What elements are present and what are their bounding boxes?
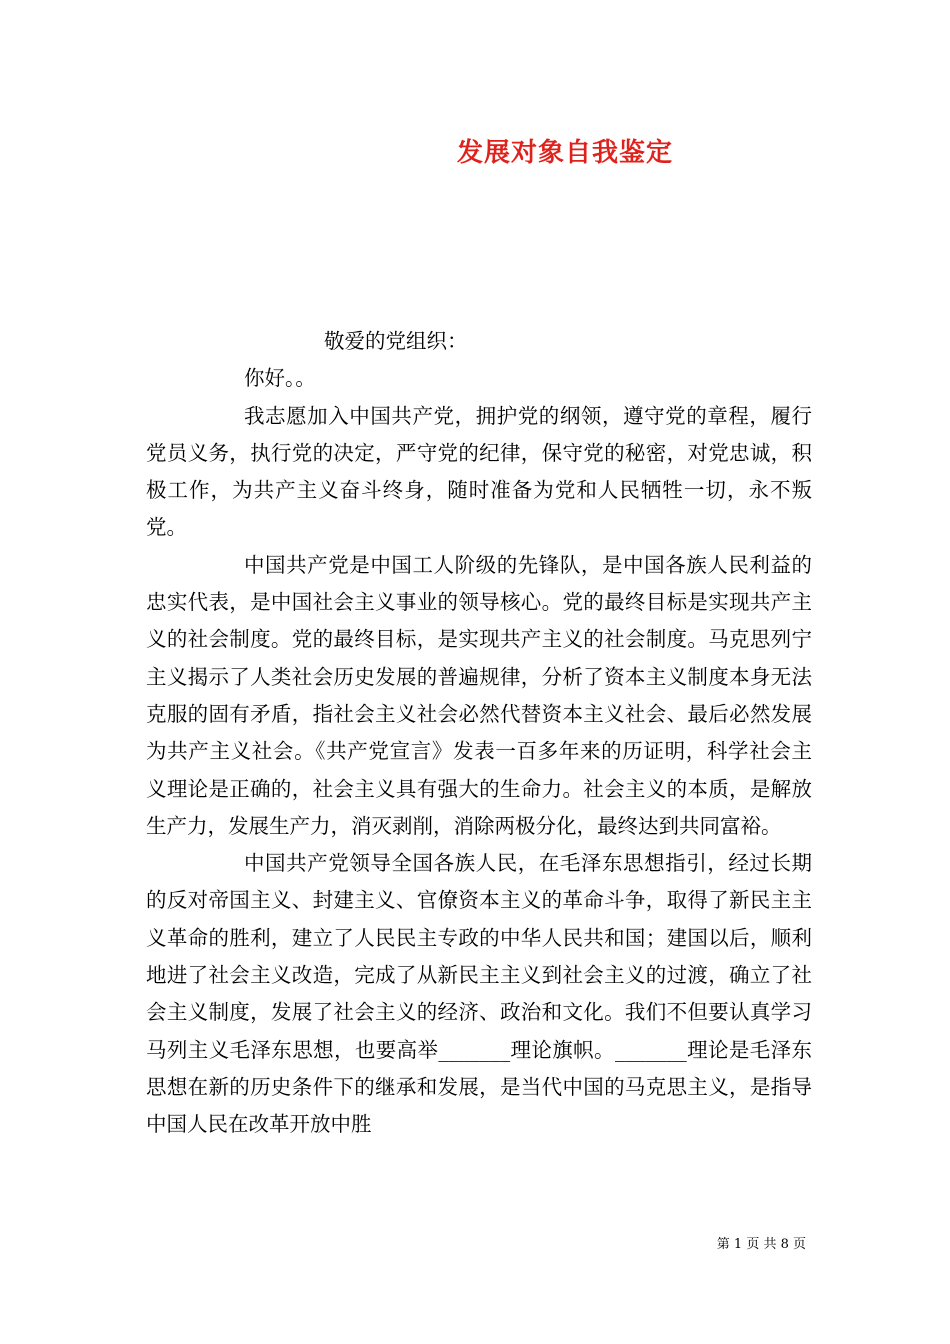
document-body [146,323,812,1144]
page-number-footer: 第 1 页 共 8 页 [716,1237,806,1252]
paragraph-1: 我志愿加入中国共产党，拥护党的纲领，遵守党的章程，履行党员义务，执行党的决定，严守党的纪律，保守党的秘密，对党忠诚，积极工作，为共产主义奋斗终身，随时准备为党和人民牺牲一切，永不叛党。 [146,403,812,540]
paragraph-3: 中国共产党领导全国各族人民，在毛泽东思想指引，经过长期的反对帝国主义、封建主义、官僚资本主义的革命斗争，取得了新民主主义革命的胜利，建立了人民民主专政的中华人民共和国；建国以后，顺利地进了社会主义改造，完成了从新民主主义到社会主义的过渡，确立了社会主义制度，发展了社会主义的经济、政治和文化。我们不但要认真学习马列主义毛泽东思想，也要高举_______理论旗帜。_______理论是毛泽东思想在新的历史条件下的继承和发展，是当代中国的马克思主义，是指导中国人民在改革开放中胜 [146,851,812,1137]
salutation: 敬爱的党组织： [324,329,468,353]
paragraph-2: 中国共产党是中国工人阶级的先锋队，是中国各族人民利益的忠实代表，是中国社会主义事业的领导核心。党的最终目标是实现共产主义的社会制度。党的最终目标，是实现共产主义的社会制度。马克思列宁主义揭示了人类社会历史发展的普遍规律，分析了资本主义制度本身无法克服的固有矛盾，指社会主义社会必然代替资本主义社会、最后必然发展为共产主义社会。《共产党宣言》发表一百多年来的历证明，科学社会主义理论是正确的，社会主义具有强大的生命力。社会主义的本质，是解放生产力，发展生产力，消灭剥削，消除两极分化，最终达到共同富裕。 [146,552,812,838]
document-title: 发展对象自我鉴定 [456,138,673,168]
greeting: 你好。。 [244,366,316,391]
